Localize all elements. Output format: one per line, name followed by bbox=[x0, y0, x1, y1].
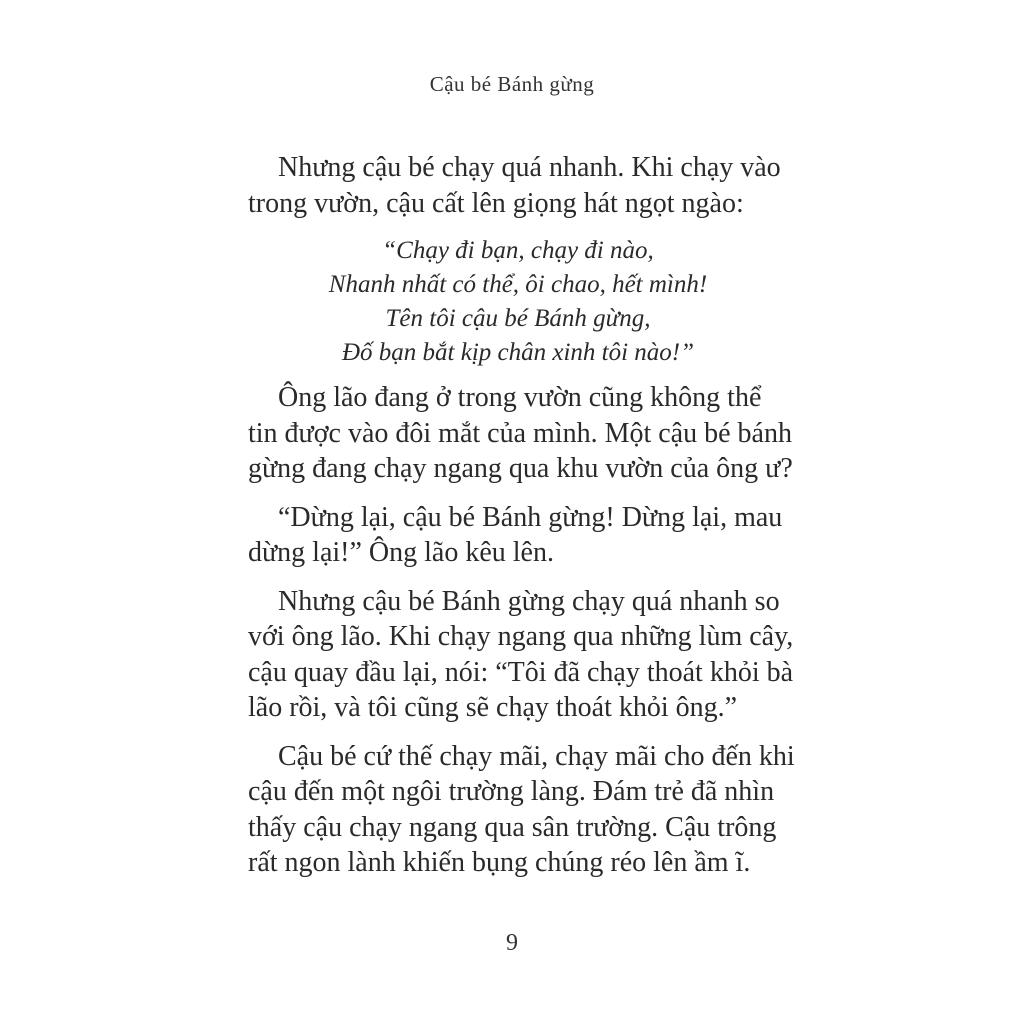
paragraph-3 bbox=[248, 500, 788, 571]
poem-line: “Chạy đi bạn, chạy đi nào, bbox=[382, 237, 654, 264]
text-line: rất ngon lành khiến bụng chúng réo lên ầm ĩ. bbox=[248, 847, 751, 878]
text-line: Nhưng cậu bé chạy quá nhanh. Khi chạy vào bbox=[278, 152, 781, 183]
running-header: Cậu bé Bánh gừng bbox=[429, 72, 595, 96]
text-line: tin được vào đôi mắt của mình. Một cậu bé bánh bbox=[248, 417, 792, 449]
text-line: dừng lại!” Ông lão kêu lên. bbox=[248, 537, 554, 568]
text-line: với ông lão. Khi chạy ngang qua những lùm cây, bbox=[248, 621, 794, 652]
text-line: Nhưng cậu bé Bánh gừng chạy quá nhanh so bbox=[278, 585, 780, 617]
poem-line: Tên tôi cậu bé Bánh gừng, bbox=[385, 305, 651, 332]
poem bbox=[248, 234, 788, 370]
paragraph-1 bbox=[248, 150, 788, 221]
text-line: trong vườn, cậu cất lên giọng hát ngọt ngào: bbox=[248, 187, 744, 219]
paragraph-5 bbox=[248, 739, 795, 881]
poem-line: Đố bạn bắt kịp chân xinh tôi nào!” bbox=[341, 339, 695, 366]
paragraph-2 bbox=[248, 380, 793, 487]
text-line: cậu đến một ngôi trường làng. Đám trẻ đã nhìn bbox=[248, 776, 775, 807]
poem-line: Nhanh nhất có thể, ôi chao, hết mình! bbox=[328, 271, 708, 298]
body-text bbox=[248, 150, 795, 894]
text-line: cậu quay đầu lại, nói: “Tôi đã chạy thoát khỏi bà bbox=[248, 656, 794, 688]
page-number: 9 bbox=[506, 930, 518, 956]
paragraph-4 bbox=[248, 584, 794, 726]
text-line: Cậu bé cứ thế chạy mãi, chạy mãi cho đến khi bbox=[278, 740, 795, 772]
text-line: gừng đang chạy ngang qua khu vườn của ông ư? bbox=[248, 453, 793, 484]
text-line: thấy cậu chạy ngang qua sân trường. Cậu trông bbox=[248, 811, 777, 843]
text-line: Ông lão đang ở trong vườn cũng không thể bbox=[278, 382, 762, 413]
text-line: “Dừng lại, cậu bé Bánh gừng! Dừng lại, mau bbox=[278, 501, 783, 533]
text-line: lão rồi, và tôi cũng sẽ chạy thoát khỏi ông.” bbox=[248, 692, 738, 723]
